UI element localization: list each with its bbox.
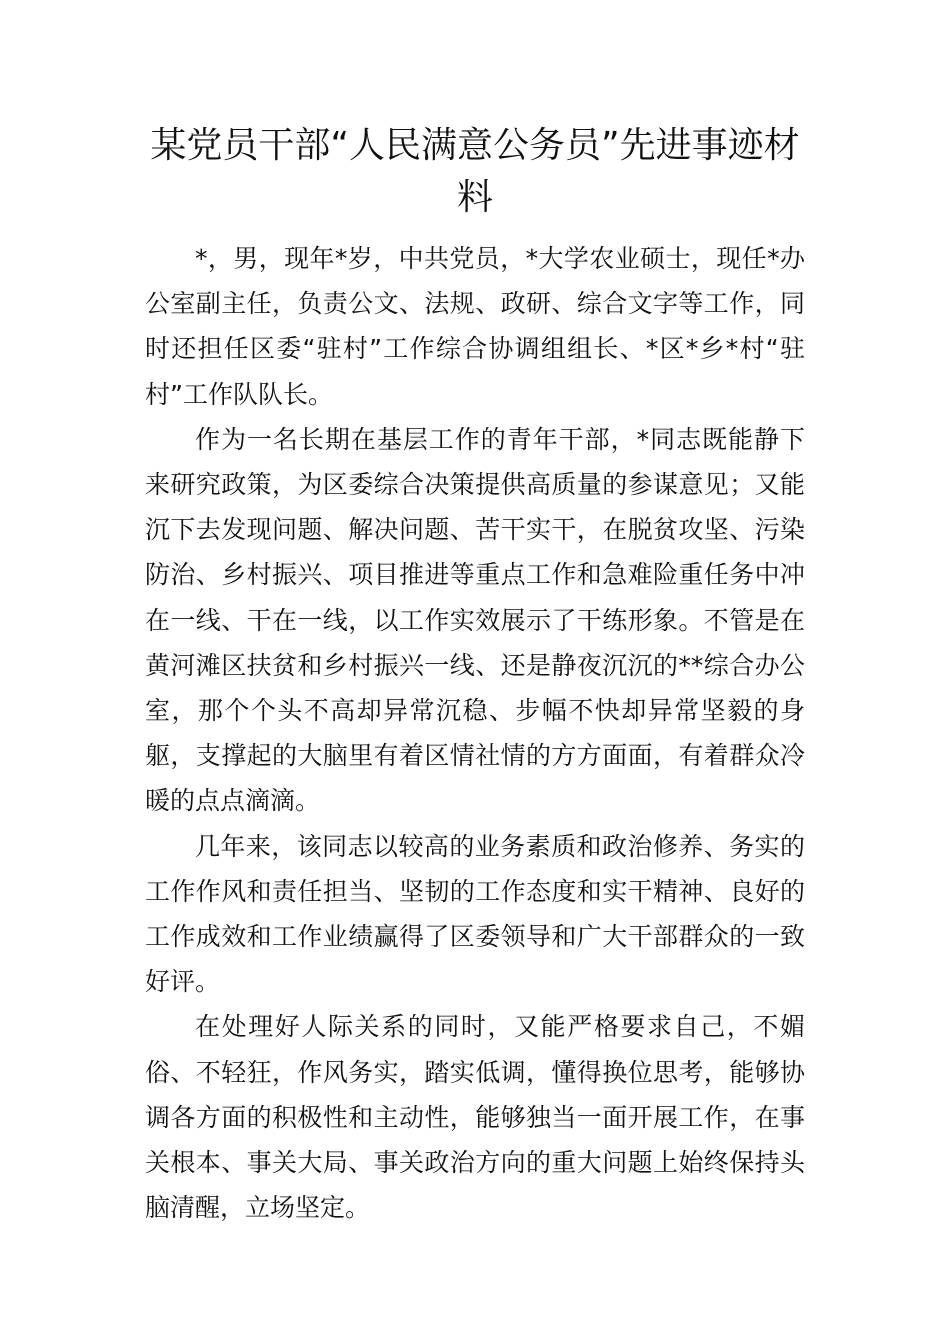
paragraph-conduct: 在处理好人际关系的同时，又能严格要求自己，不媚俗、不轻狂，作风务实，踏实低调，懂得换位思考，能够协调各方面的积极性和主动性，能够独当一面开展工作，在事关根本、事关大局、事关政治方向的重大问题上始终保持头脑清醒，立场坚定。 bbox=[145, 1012, 805, 1223]
paragraph-work-profile: 作为一名长期在基层工作的青年干部，*同志既能静下来研究政策，为区委综合决策提供高质量的参谋意见；又能沉下去发现问题、解决问题、苦干实干，在脱贫攻坚、污染防治、乡村振兴、项目推进等重点工作和急难险重任务中冲在一线、干在一线，以工作实效展示了干练形象。不管是在黄河滩区扶贫和乡村振兴一线、还是静夜沉沉的**综合办公室，那个个头不高却异常沉稳、步幅不快却异常坚毅的身躯，支撑起的大脑里有着区情社情的方方面面，有着群众冷暖的点点滴滴。 bbox=[145, 424, 805, 816]
document-title: 某党员干部“人民满意公务员”先进事迹材料 bbox=[150, 125, 800, 218]
document-body bbox=[145, 236, 805, 1230]
paragraph-intro: *，男，现年*岁，中共党员，*大学农业硕士，现任*办公室副主任，负责公文、法规、政研、综合文字等工作，同时还担任区委“驻村”工作综合协调组组长、*区*乡*村“驻村”工作队队长。 bbox=[145, 244, 805, 409]
paragraph-recognition: 几年来，该同志以较高的业务素质和政治修养、务实的工作作风和责任担当、坚韧的工作态度和实干精神、良好的工作成效和工作业绩赢得了区委领导和广大干部群众的一致好评。 bbox=[145, 831, 805, 997]
